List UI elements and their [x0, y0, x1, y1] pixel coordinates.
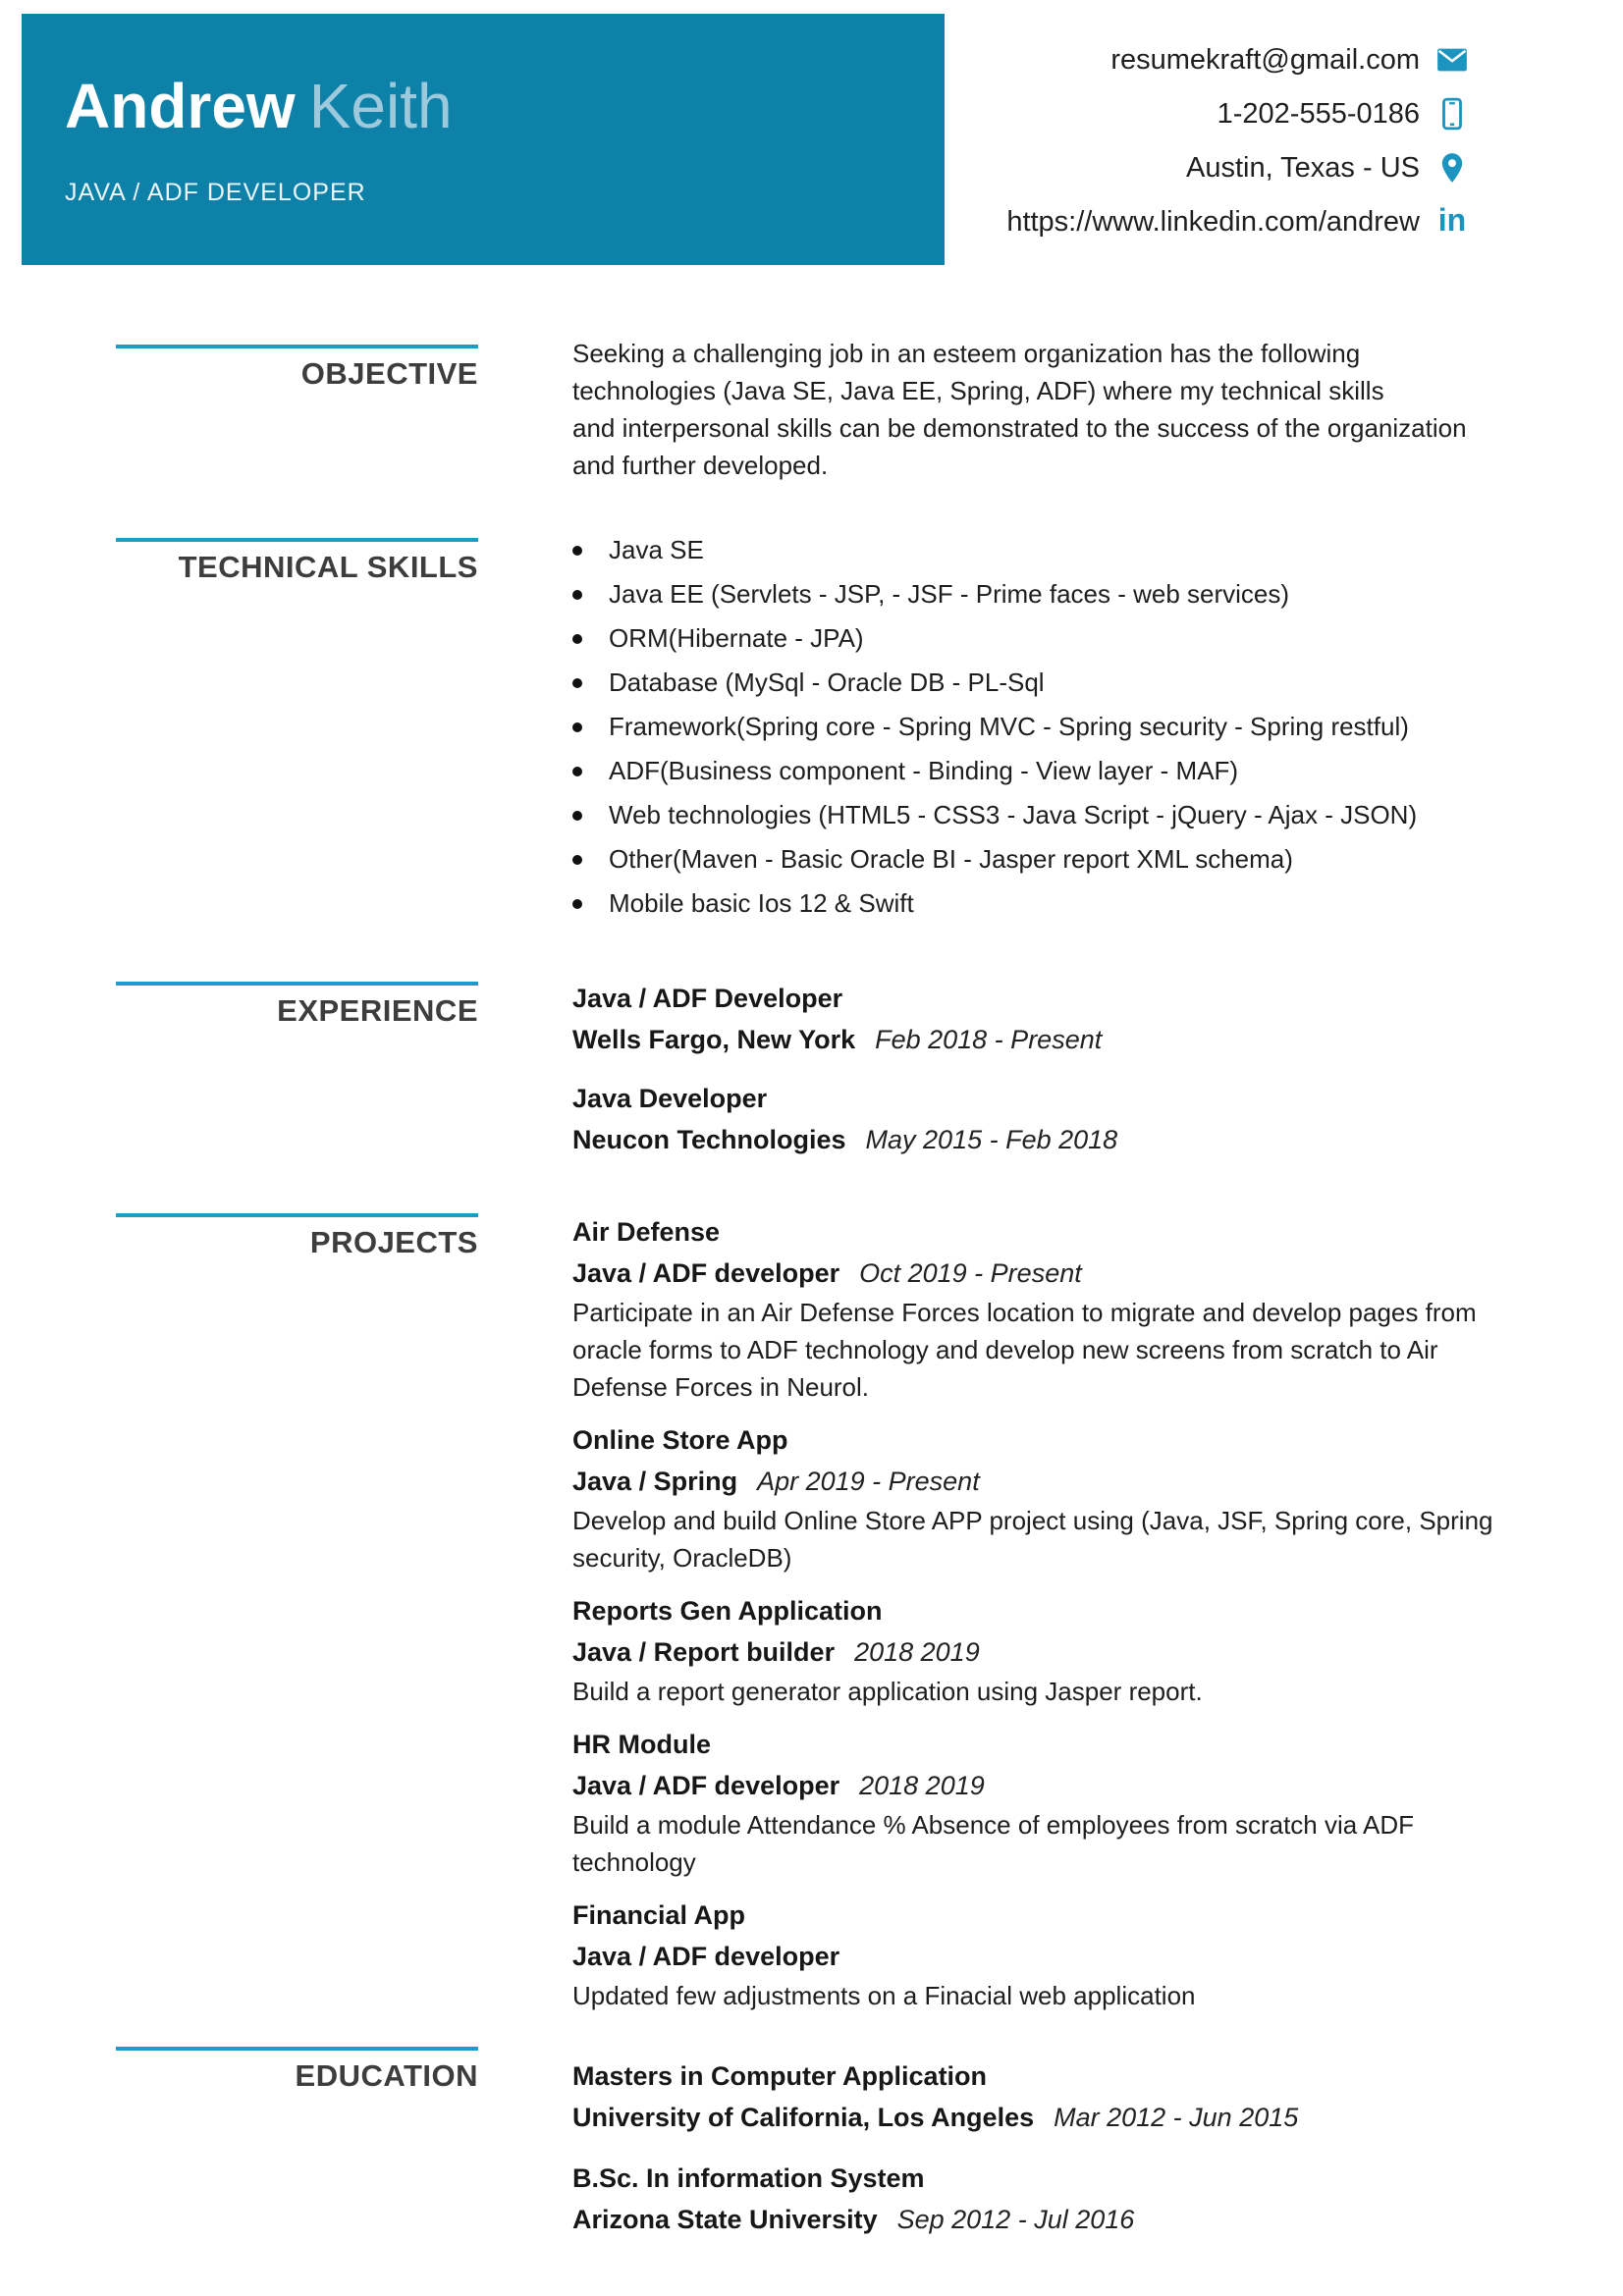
experience-section	[572, 978, 1564, 1160]
project-desc-line: technology	[572, 1847, 696, 1877]
candidate-name	[65, 71, 453, 141]
education-degree: B.Sc. In information System	[572, 2163, 925, 2193]
skill-text: Java SE	[609, 535, 704, 564]
projects-section	[572, 1211, 1564, 2014]
phone-text: 1-202-555-0186	[1217, 97, 1420, 130]
last-name: Keith	[308, 71, 453, 141]
bullet-icon	[572, 590, 582, 600]
bullet-icon	[572, 678, 582, 688]
section-heading-projects: PROJECTS	[116, 1213, 478, 1260]
project-name: HR Module	[572, 1730, 711, 1759]
email-text[interactable]: resumekraft@gmail.com	[1110, 43, 1420, 76]
skills-list	[572, 528, 1564, 926]
skill-text: ORM(Hibernate - JPA)	[609, 623, 864, 653]
contact-linkedin-row	[1006, 202, 1469, 239]
education-school-line	[572, 2097, 1564, 2138]
project-entry	[572, 1211, 1564, 1406]
project-dates: 2018 2019	[859, 1771, 985, 1800]
project-desc-line: Participate in an Air Defense Forces location to migrate and develop pages from	[572, 1298, 1477, 1327]
project-desc-line: Build a module Attendance % Absence of employees from scratch via ADF	[572, 1810, 1415, 1840]
linkedin-url[interactable]: https://www.linkedin.com/andrew	[1006, 205, 1420, 238]
skill-item	[572, 661, 1564, 705]
bullet-icon	[572, 855, 582, 865]
skill-item	[572, 749, 1564, 793]
bullet-icon	[572, 546, 582, 556]
map-pin-icon	[1435, 151, 1469, 185]
project-entry	[572, 1590, 1564, 1710]
skill-item	[572, 837, 1564, 881]
bullet-icon	[572, 767, 582, 776]
project-dates: Oct 2019 - Present	[859, 1258, 1082, 1288]
project-desc-line: Updated few adjustments on a Finacial web application	[572, 1981, 1196, 2010]
education-school: University of California, Los Angeles	[572, 2103, 1035, 2132]
experience-title: Java Developer	[572, 1084, 768, 1113]
education-entry	[572, 2056, 1564, 2138]
project-role-line	[572, 1253, 1564, 1294]
skill-item	[572, 705, 1564, 749]
project-name: Financial App	[572, 1900, 746, 1930]
location-text: Austin, Texas - US	[1185, 151, 1420, 184]
experience-dates: Feb 2018 - Present	[875, 1025, 1103, 1054]
skill-text: Database (MySql - Oracle DB - PL-Sql	[609, 667, 1045, 697]
project-name: Reports Gen Application	[572, 1596, 883, 1626]
objective-paragraph	[572, 335, 1564, 484]
skill-item	[572, 528, 1564, 572]
project-role-line	[572, 1461, 1564, 1502]
education-section	[572, 2056, 1564, 2240]
job-title: JAVA / ADF DEVELOPER	[65, 179, 366, 206]
skill-item	[572, 616, 1564, 661]
objective-line: technologies (Java SE, Java EE, Spring, ADF) where my technical skills	[572, 376, 1384, 405]
skill-text: Other(Maven - Basic Oracle BI - Jasper report XML schema)	[609, 844, 1293, 874]
project-dates: 2018 2019	[854, 1637, 980, 1667]
envelope-icon	[1435, 43, 1469, 77]
skill-item	[572, 881, 1564, 926]
experience-entry	[572, 978, 1564, 1060]
education-degree: Masters in Computer Application	[572, 2061, 988, 2091]
experience-org: Neucon Technologies	[572, 1125, 846, 1154]
project-role: Java / Report builder	[572, 1637, 836, 1667]
project-role: Java / ADF developer	[572, 1771, 840, 1800]
skill-text: ADF(Business component - Binding - View layer - MAF)	[609, 756, 1239, 785]
objective-line: and further developed.	[572, 451, 829, 480]
experience-org: Wells Fargo, New York	[572, 1025, 856, 1054]
experience-org-line	[572, 1019, 1564, 1060]
skill-item	[572, 572, 1564, 616]
project-entry	[572, 1895, 1564, 2014]
project-role: Java / ADF developer	[572, 1258, 840, 1288]
project-desc-line: Build a report generator application using Jasper report.	[572, 1677, 1203, 1706]
bullet-icon	[572, 811, 582, 821]
project-role-line	[572, 1631, 1564, 1673]
project-entry	[572, 1724, 1564, 1881]
experience-dates: May 2015 - Feb 2018	[865, 1125, 1118, 1154]
smartphone-icon	[1435, 97, 1469, 131]
experience-entry	[572, 1078, 1564, 1160]
project-desc-line: Develop and build Online Store APP project using (Java, JSF, Spring core, Spring	[572, 1506, 1493, 1535]
contact-block	[1006, 43, 1469, 239]
section-heading-experience: EXPERIENCE	[116, 982, 478, 1029]
objective-line: and interpersonal skills can be demonstrated to the success of the organization	[572, 413, 1467, 443]
bullet-icon	[572, 634, 582, 644]
linkedin-icon: in	[1437, 202, 1467, 238]
header-banner	[22, 14, 945, 265]
contact-email-row	[1006, 43, 1469, 77]
project-role-line	[572, 1765, 1564, 1806]
education-dates: Sep 2012 - Jul 2016	[896, 2205, 1135, 2234]
education-entry	[572, 2158, 1564, 2240]
project-name: Air Defense	[572, 1217, 721, 1247]
section-heading-technical-skills: TECHNICAL SKILLS	[116, 538, 478, 585]
bullet-icon	[572, 899, 582, 909]
skill-text: Mobile basic Ios 12 & Swift	[609, 888, 914, 918]
education-school-line	[572, 2199, 1564, 2240]
skill-text: Java EE (Servlets - JSP, - JSF - Prime faces - web services)	[609, 579, 1290, 609]
project-name: Online Store App	[572, 1425, 788, 1455]
first-name: Andrew	[65, 71, 296, 141]
section-heading-objective: OBJECTIVE	[116, 345, 478, 392]
project-role: Java / ADF developer	[572, 1942, 840, 1971]
section-heading-education: EDUCATION	[116, 2047, 478, 2094]
skill-text: Web technologies (HTML5 - CSS3 - Java Script - jQuery - Ajax - JSON)	[609, 800, 1418, 829]
project-desc-line: security, OracleDB)	[572, 1543, 792, 1573]
skill-text: Framework(Spring core - Spring MVC - Spring security - Spring restful)	[609, 712, 1409, 741]
project-role-line	[572, 1936, 1564, 1977]
bullet-icon	[572, 722, 582, 732]
contact-location-row	[1006, 151, 1469, 185]
education-dates: Mar 2012 - Jun 2015	[1054, 2103, 1299, 2132]
project-entry	[572, 1419, 1564, 1576]
education-school: Arizona State University	[572, 2205, 878, 2234]
skill-item	[572, 793, 1564, 837]
project-desc-line: oracle forms to ADF technology and develop new screens from scratch to Air	[572, 1335, 1438, 1364]
project-role: Java / Spring	[572, 1467, 738, 1496]
experience-title: Java / ADF Developer	[572, 984, 843, 1013]
contact-phone-row	[1006, 97, 1469, 131]
project-desc-line: Defense Forces in Neurol.	[572, 1372, 870, 1402]
objective-line: Seeking a challenging job in an esteem organization has the following	[572, 339, 1361, 368]
project-dates: Apr 2019 - Present	[757, 1467, 980, 1496]
experience-org-line	[572, 1119, 1564, 1160]
